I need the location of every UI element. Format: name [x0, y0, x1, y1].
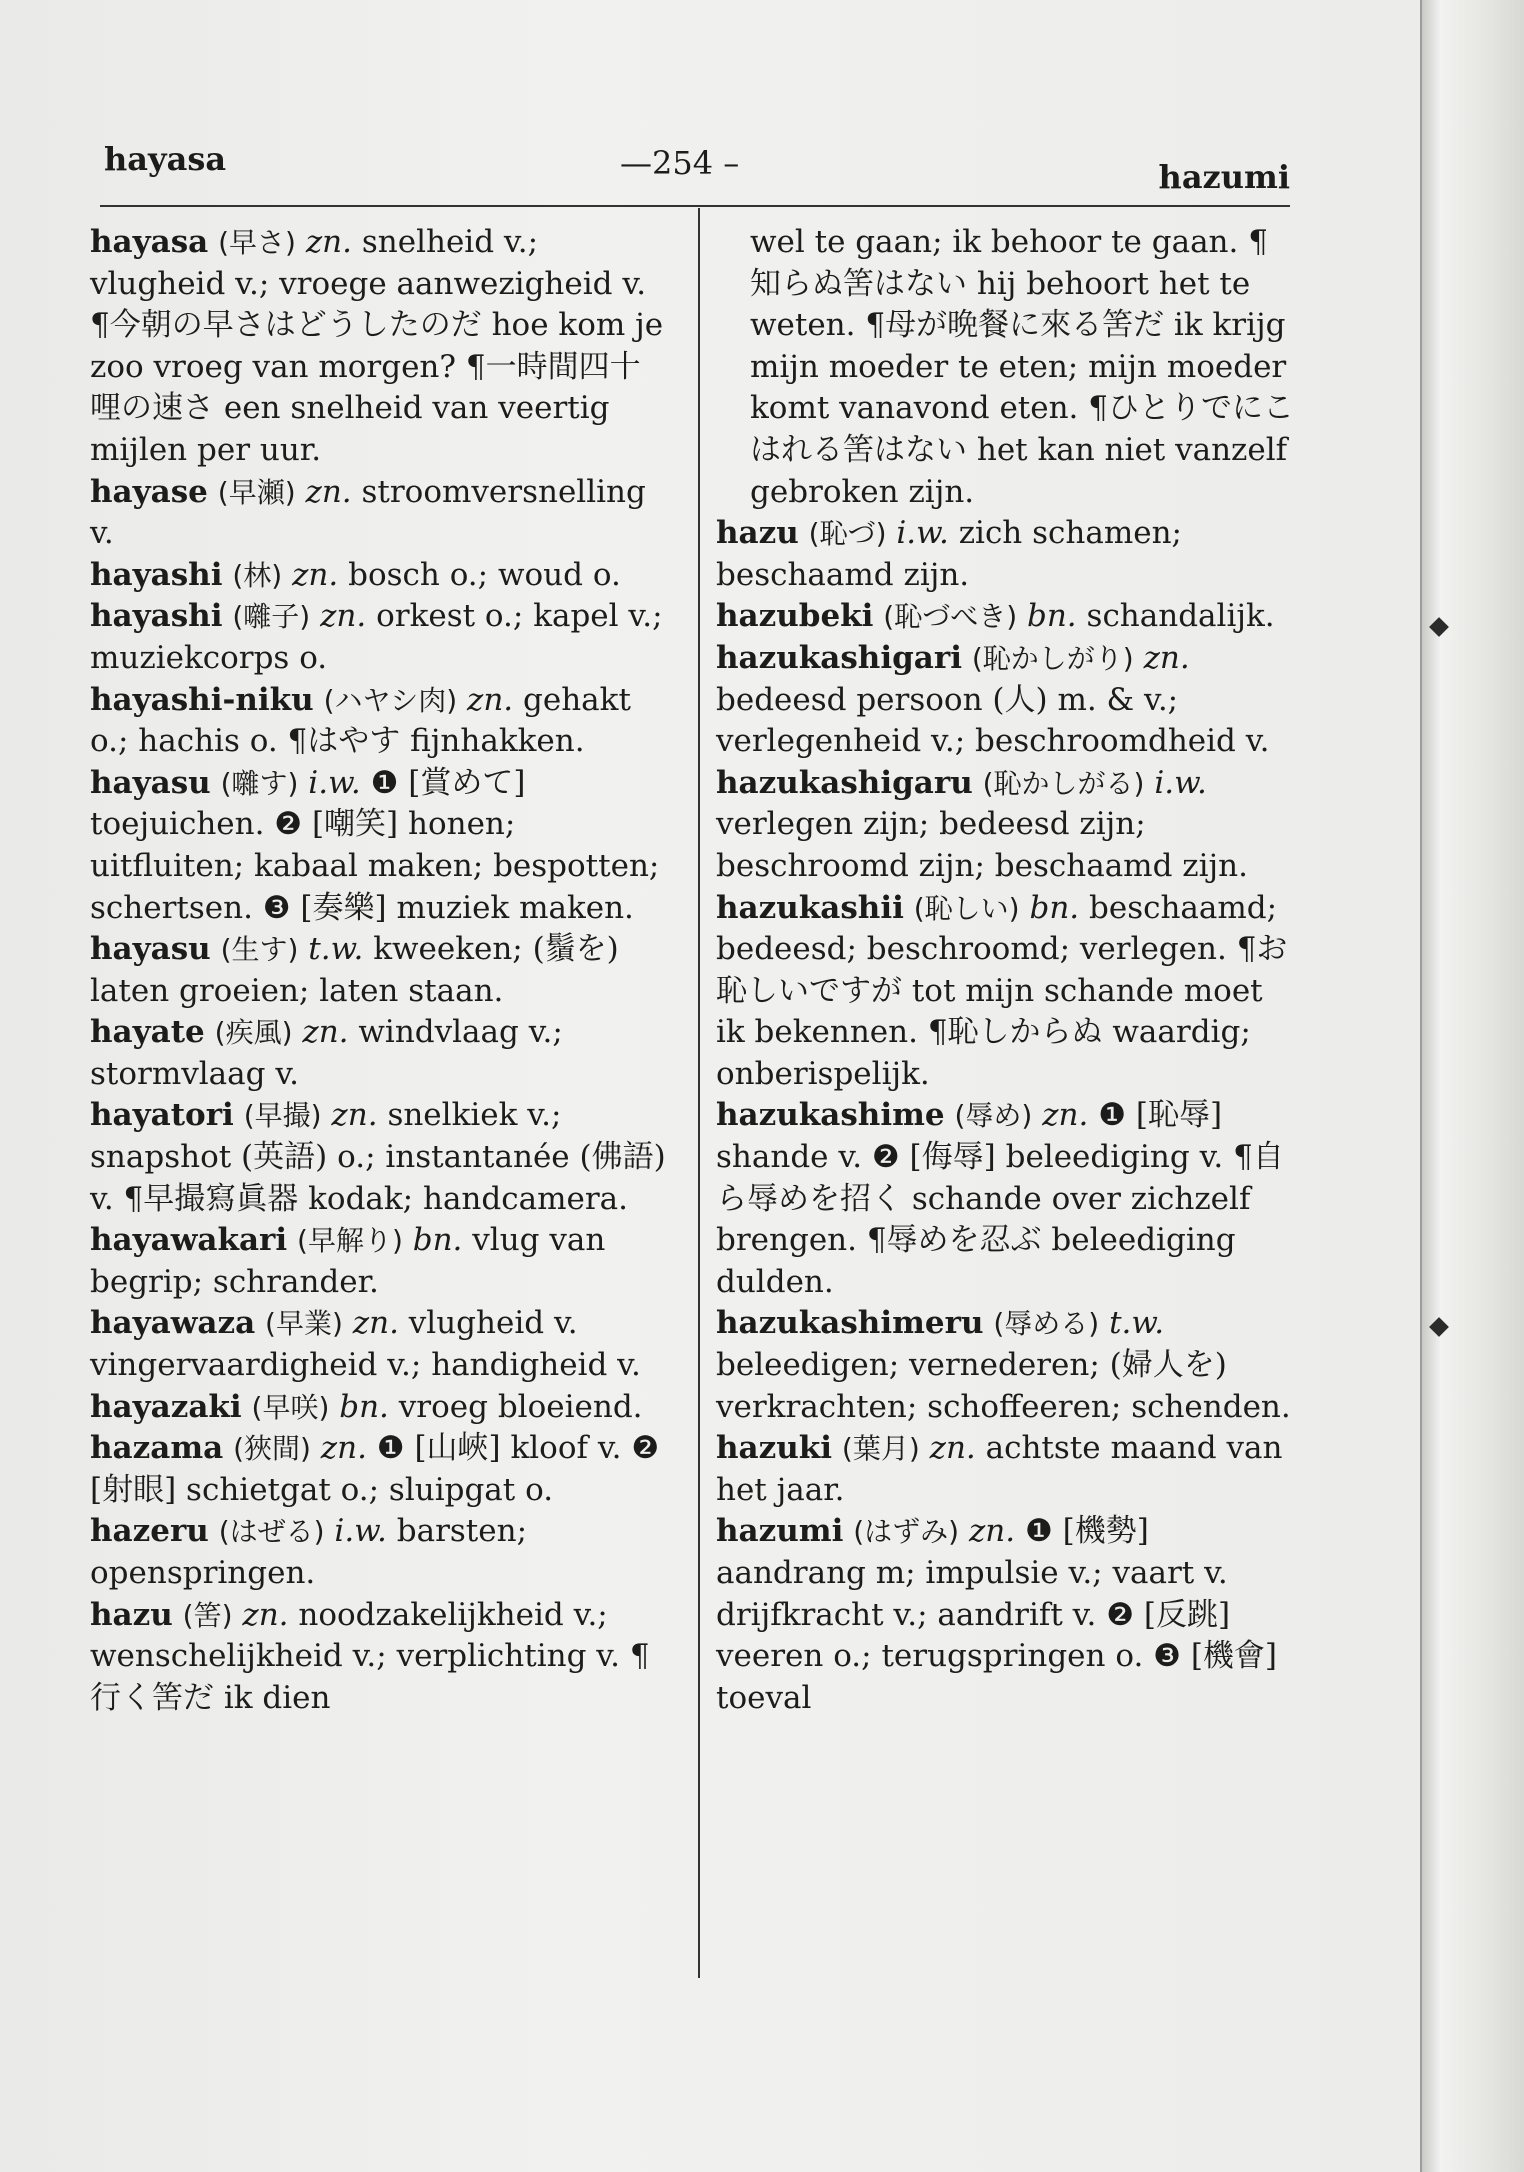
japanese-term: (はぜる)	[218, 1515, 325, 1549]
headword: hazukashii	[716, 889, 904, 926]
headword: hayate	[90, 1014, 205, 1051]
headword: hayazaki	[90, 1388, 242, 1425]
headword: hazukashimeru	[716, 1305, 984, 1342]
part-of-speech: i.w.	[1154, 764, 1207, 801]
dictionary-entry	[90, 763, 670, 929]
part-of-speech: zn.	[1143, 639, 1190, 676]
part-of-speech: zn.	[305, 224, 352, 260]
japanese-term: (早咲)	[251, 1390, 330, 1424]
japanese-term: (早業)	[265, 1307, 343, 1341]
headword: hayasa	[90, 224, 209, 260]
japanese-term: (囃子)	[232, 600, 311, 634]
definition: windvlaag v.; stormvlaag v.	[90, 1014, 563, 1092]
part-of-speech: bn.	[339, 1388, 389, 1425]
page-number: —254 –	[620, 144, 740, 182]
headword: hayashi	[90, 598, 223, 635]
headword: hazumi	[716, 1513, 844, 1550]
dictionary-entry	[90, 1012, 670, 1095]
part-of-speech: zn.	[242, 1596, 289, 1633]
definition: ❶ [山峽] kloof v. ❷ [射眼] schietgat o.; sluipgat o.	[90, 1430, 660, 1508]
dictionary-entry	[716, 222, 1296, 513]
japanese-term: (生す)	[220, 933, 299, 967]
dictionary-entry	[90, 222, 670, 472]
definition: ❶ [恥辱] shande v. ❷ [侮辱] beleediging v. ¶自ら辱めを招く schande over zichzelf brengen. ¶辱めを忍ぶ beleediging dulden.	[716, 1097, 1284, 1300]
part-of-speech: zn.	[331, 1097, 378, 1134]
definition: schandalijk.	[1086, 598, 1275, 635]
headword: hayasu	[90, 764, 211, 801]
headword: hayatori	[90, 1097, 234, 1134]
dictionary-entry	[90, 1511, 670, 1594]
japanese-term: (狹間)	[233, 1432, 311, 1466]
headword: hazukashigaru	[716, 764, 973, 801]
part-of-speech: zn.	[305, 473, 352, 510]
headword: hazubeki	[716, 598, 874, 635]
headword: hazukashigari	[716, 639, 962, 676]
definition: kweeken; (鬚を) laten groeien; laten staan.	[90, 931, 619, 1009]
right-guide-word: hazumi	[1158, 158, 1290, 196]
headword: hazeru	[90, 1513, 209, 1550]
part-of-speech: bn.	[1029, 889, 1080, 926]
definition: beleedigen; vernederen; (婦人を) verkrachten; schoffeeren; schenden.	[716, 1347, 1291, 1425]
part-of-speech: i.w.	[896, 515, 949, 552]
definition: bosch o.; woud o.	[348, 556, 621, 593]
definition: ❶ [賞めて] toejuichen. ❷ [嘲笑] honen; uitfluiten; kabaal maken; bespotten; schertsen. ❸ [奏樂] muziek maken.	[90, 764, 660, 926]
binding-mark	[1429, 617, 1449, 637]
dictionary-entry	[90, 555, 670, 597]
japanese-term: (筈)	[182, 1598, 233, 1632]
japanese-term: (辱め)	[954, 1099, 1033, 1133]
header-rule	[100, 205, 1290, 207]
dictionary-entry	[90, 1303, 670, 1386]
japanese-term: (早撮)	[243, 1099, 322, 1133]
dictionary-entry	[716, 513, 1296, 596]
dictionary-entry	[90, 472, 670, 555]
headword: hayase	[90, 473, 208, 510]
left-column	[90, 222, 670, 1719]
definition: barsten; openspringen.	[90, 1513, 528, 1591]
japanese-term: (疾風)	[214, 1016, 293, 1050]
definition: zich schamen; beschaamd zijn.	[716, 515, 1182, 593]
headword: hayawaza	[90, 1305, 256, 1342]
definition: bedeesd persoon (人) m. & v.; verlegenheid v.; beschroomdheid v.	[716, 681, 1270, 760]
part-of-speech: zn.	[467, 681, 514, 718]
japanese-term: (林)	[232, 558, 283, 592]
dictionary-entry	[716, 1095, 1296, 1303]
definition: vroeg bloeiend.	[398, 1388, 643, 1425]
dictionary-entry	[90, 596, 670, 679]
dictionary-entry	[90, 929, 670, 1012]
japanese-term: (早解り)	[297, 1224, 403, 1258]
part-of-speech: zn.	[320, 1430, 367, 1467]
japanese-term: (葉月)	[841, 1432, 920, 1466]
dictionary-entry	[90, 1387, 670, 1429]
part-of-speech: t.w.	[308, 931, 364, 968]
dictionary-entry	[716, 1303, 1296, 1428]
japanese-term: (はずみ)	[853, 1515, 960, 1549]
dictionary-entry	[90, 1595, 670, 1720]
headword: hazu	[716, 515, 799, 552]
definition: wel te gaan; ik behoor te gaan. ¶知らぬ筈はない hij behoort het te weten. ¶母が晩餐に來る筈だ ik krijg mijn moeder te eten; mijn moeder komt vanavond eten. ¶ひとりでにこはれる筈はない het kan niet vanzelf gebroken zijn.	[750, 224, 1294, 510]
headword: hayawakari	[90, 1222, 288, 1259]
part-of-speech: zn.	[302, 1014, 349, 1051]
japanese-term: (恥づ)	[808, 517, 887, 551]
column-divider	[698, 208, 700, 1978]
dictionary-entry	[716, 1511, 1296, 1719]
part-of-speech: bn.	[1027, 598, 1077, 635]
japanese-term: (ハヤシ肉)	[323, 683, 458, 717]
dictionary-entry	[716, 596, 1296, 638]
headword: hayasu	[90, 931, 211, 968]
definition: gehakt o.; hachis o. ¶はやす fijnhakken.	[90, 681, 631, 760]
dictionary-entry	[716, 763, 1296, 888]
definition: stroomversnelling v.	[90, 473, 646, 552]
japanese-term: (恥しい)	[913, 891, 1020, 925]
definition: verlegen zijn; bedeesd zijn; beschroomd zijn; beschaamd zijn.	[716, 806, 1248, 884]
part-of-speech: i.w.	[308, 764, 361, 801]
definition: vlug van begrip; schrander.	[90, 1222, 606, 1300]
part-of-speech: t.w.	[1109, 1305, 1165, 1342]
japanese-term: (恥づべき)	[883, 600, 1018, 634]
definition: ❶ [機勢] aandrang m; impulsie v.; vaart v. drijfkracht v.; aandrift v. ❷ [反跳] veeren o.; terugspringen o. ❸ [機會] toeval	[716, 1513, 1278, 1716]
part-of-speech: zn.	[352, 1305, 399, 1342]
page-edge	[1420, 0, 1524, 2172]
headword: hayashi	[90, 556, 223, 593]
headword: hazama	[90, 1430, 224, 1467]
definition: vlugheid v. vingervaardigheid v.; handigheid v.	[90, 1305, 641, 1384]
headword: hazuki	[716, 1430, 833, 1467]
definition: orkest o.; kapel v.; muziekcorps o.	[90, 598, 663, 676]
japanese-term: (恥かしがり)	[971, 641, 1134, 675]
japanese-term: (囃す)	[220, 766, 299, 800]
left-guide-word: hayasa	[104, 140, 227, 178]
definition: snelheid v.; vlugheid v.; vroege aanwezigheid v. ¶今朝の早さはどうしたのだ hoe kom je zoo vroeg van morgen? ¶一時間四十哩の速さ een snelheid van veertig mijlen per uur.	[90, 224, 664, 468]
japanese-term: (早瀬)	[217, 475, 296, 509]
japanese-term: (早さ)	[218, 226, 296, 259]
definition: beschaamd; bedeesd; beschroomd; verlegen. ¶お恥しいですが tot mijn schande moet ik bekennen. ¶恥しからぬ waardig; onberispelijk.	[716, 889, 1288, 1092]
part-of-speech: zn.	[968, 1513, 1016, 1550]
part-of-speech: i.w.	[334, 1513, 387, 1550]
dictionary-entry	[90, 680, 670, 763]
dictionary-entry	[716, 1428, 1296, 1511]
dictionary-entry	[716, 888, 1296, 1096]
headword: hayashi-niku	[90, 681, 314, 718]
part-of-speech: zn.	[320, 598, 367, 635]
dictionary-entry	[90, 1428, 670, 1511]
dictionary-entry	[90, 1220, 670, 1303]
definition: achtste maand van het jaar.	[716, 1430, 1283, 1508]
part-of-speech: bn.	[412, 1222, 463, 1259]
dictionary-entry	[716, 638, 1296, 763]
page-header	[100, 140, 1290, 196]
part-of-speech: zn.	[929, 1430, 976, 1467]
japanese-term: (辱める)	[993, 1307, 1100, 1341]
headword: hazukashime	[716, 1097, 945, 1134]
part-of-speech: zn.	[1042, 1097, 1089, 1134]
right-column	[716, 222, 1296, 1719]
japanese-term: (恥かしがる)	[982, 766, 1145, 800]
definition: noodzakelijkheid v.; wenschelijkheid v.; verplichting v. ¶行く筈だ ik dien	[90, 1596, 650, 1716]
binding-mark	[1429, 1317, 1449, 1337]
headword: hazu	[90, 1596, 173, 1633]
definition: snelkiek v.; snapshot (英語) o.; instantanée (佛語) v. ¶早撮寫眞器 kodak; handcamera.	[90, 1097, 666, 1217]
part-of-speech: zn.	[292, 556, 339, 593]
dictionary-entry	[90, 1095, 670, 1220]
